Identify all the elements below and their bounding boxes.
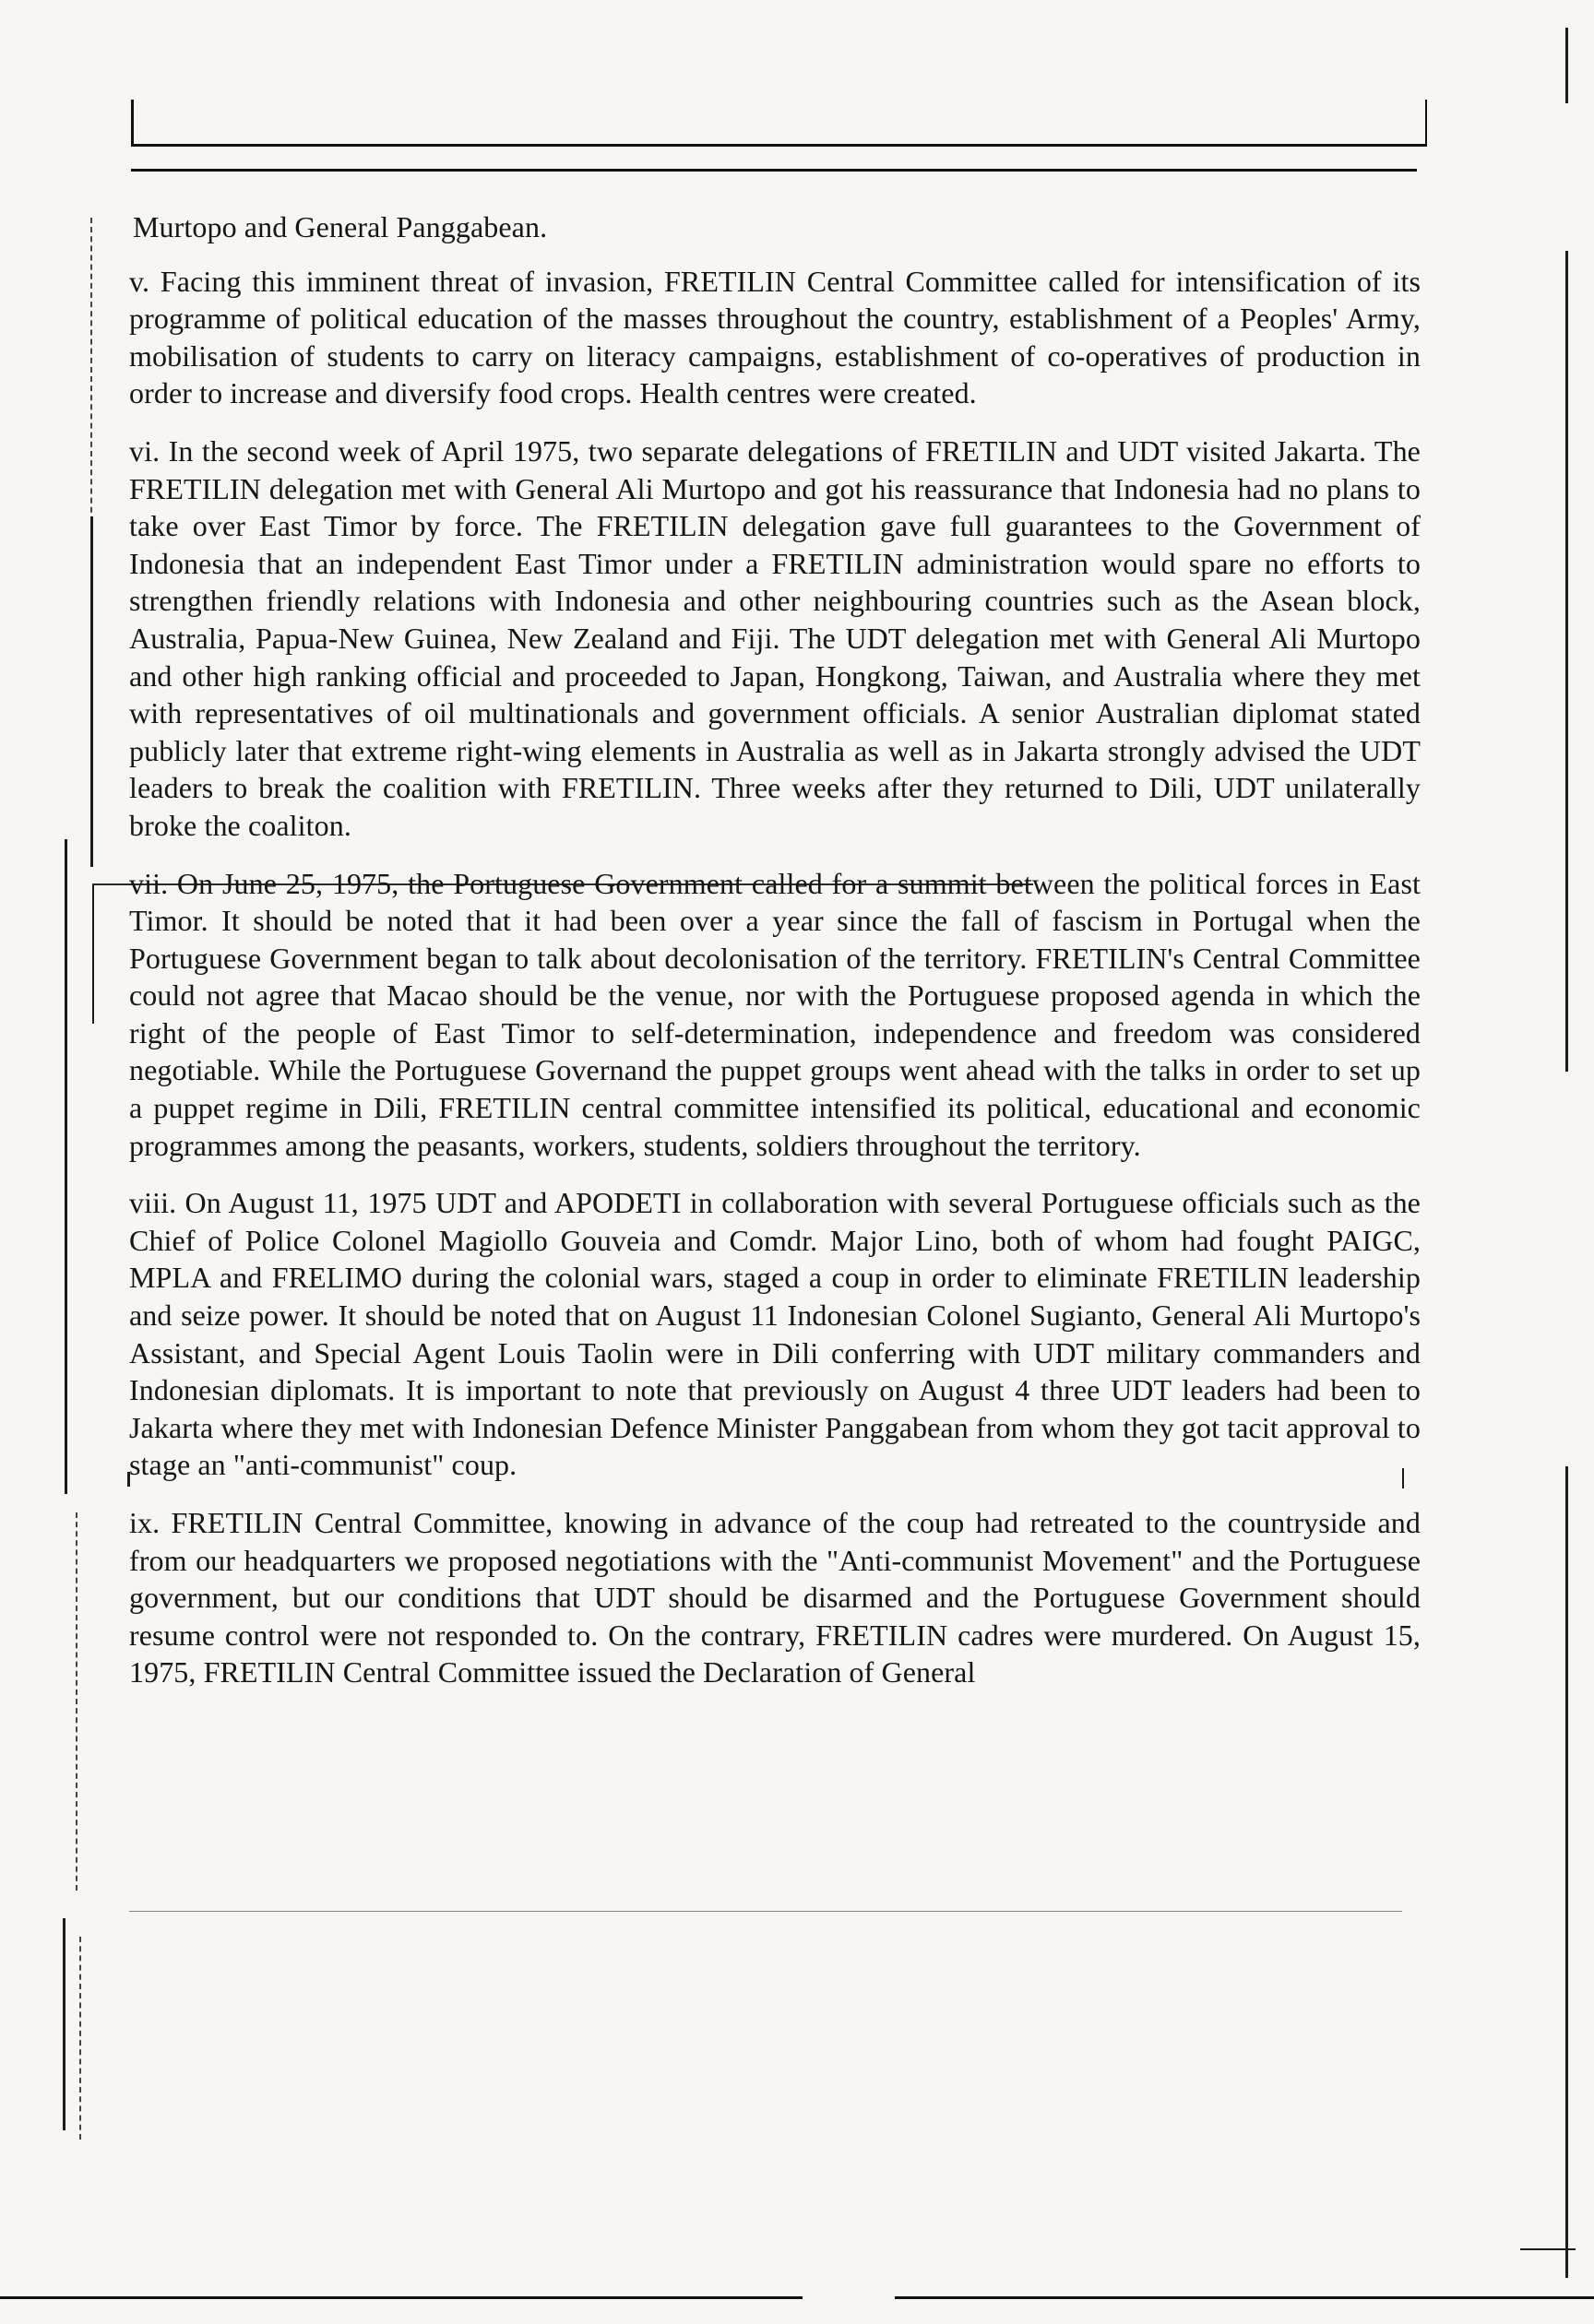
bottom-rule-right (895, 2296, 1594, 2299)
separator-after-viii (129, 1911, 1402, 1912)
paragraph-vi: vi. In the second week of April 1975, two separate delegations of FRETILIN and UDT visited Jakarta. The FRETILIN delegation met with General Ali Murtopo and got his reassurance that Indonesia had no plans to take over East Timor by force. The FRETILIN delegation gave full guarantees to the Government of Indonesia that an independent East Timor under a FRETILIN administration would spare no efforts to strengthen friendly relations with Indonesia and other neighbouring countries such as the Asean block, Australia, Papua-New Guinea, New Zealand and Fiji. The UDT delegation met with General Ali Murtopo and other high ranking official and proceeded to Japan, Hongkong, Taiwan, and Australia where they met with representatives of oil multinationals and government officials. A senior Australian diplomat stated publicly later that extreme right-wing elements in Australia as well as in Jakarta strongly advised the UDT leaders to break the coalition with FRETILIN. Three weeks after they returned to Dili, UDT unilaterally broke the coaliton. (129, 433, 1421, 842)
paragraph-ix: ix. FRETILIN Central Committee, knowing in advance of the coup had retreated to the countryside and from our headquarters we proposed negotiations with the "Anti-communist Movement" and the Portuguese government, but our conditions that UDT should be disarmed and the Portuguese Government should resume control were not responded to. On the contrary, FRETILIN cadres were murdered. On August 15, 1975, FRETILIN Central Committee issued the Declaration of General (129, 1506, 1421, 1690)
paragraph-continuation: Murtopo and General Panggabean. (133, 210, 548, 243)
body-text (129, 208, 1421, 1712)
left-margin-dash-viii (76, 1512, 77, 1891)
paragraph-vii: vii. On June 25, 1975, the Portuguese Government called for a summit between the political forces in East Timor. It should be noted that it had been over a year since the fall of fascism in Portugal when the Portuguese Government began to talk about decolonisation of the territory. FRETILIN's Central Committee could not agree that Macao should be the venue, nor with the Portuguese proposed agenda in which the right of the people of East Timor to self-determination, independence and freedom was considered negotiable. While the Portuguese Governand the puppet groups went ahead with the talks in order to set up a puppet regime in Dili, FRETILIN central committee intensified its political, educational and economic programmes among the peasants, workers, students, soldiers throughout the territory. (129, 866, 1421, 1162)
left-margin-bar-outer (65, 839, 67, 1494)
paragraph-v: v. Facing this imminent threat of invasion, FRETILIN Central Committee called for intensification of its programme of political education of the masses throughout the country, establishment of a Peoples' Army, mobilisation of students to carry on literacy campaigns, establishment of co-operatives of production in order to increase and diversify food crops. Health centres were created. (129, 264, 1421, 410)
bottom-rule-left (0, 2296, 803, 2299)
right-margin-bar (1565, 251, 1568, 1072)
right-margin-tick (1520, 2248, 1576, 2250)
header-rule (131, 169, 1417, 172)
right-margin-bar-top (1565, 28, 1568, 103)
left-margin-bar-ix (63, 1918, 65, 2130)
left-margin-dash-top (90, 218, 92, 531)
left-margin-bar-inner (92, 885, 94, 1024)
header-frame (131, 100, 1427, 147)
left-margin-bar-vi (90, 516, 93, 867)
right-margin-bar-lower (1565, 1466, 1568, 2278)
paragraph-viii: viii. On August 11, 1975 UDT and APODETI in collaboration with several Portuguese officials such as the Chief of Police Colonel Magiollo Gouveia and Comdr. Major Lino, both of whom had fought PAIGC, MPLA and FRELIMO during the colonial wars, staged a coup in order to eliminate FRETILIN leadership and seize power. It should be noted that on August 11 Indonesian Colonel Sugianto, General Ali Murtopo's Assistant, and Special Agent Louis Taolin were in Dili conferring with UDT military commanders and Indonesian diplomats. It is important to note that previously on August 4 three UDT leaders had been to Jakarta where they met with Indonesian Defence Minister Panggabean from whom they got tacit approval to stage an "anti-communist" coup. (129, 1186, 1421, 1482)
left-margin-dash-ix (79, 1937, 81, 2140)
